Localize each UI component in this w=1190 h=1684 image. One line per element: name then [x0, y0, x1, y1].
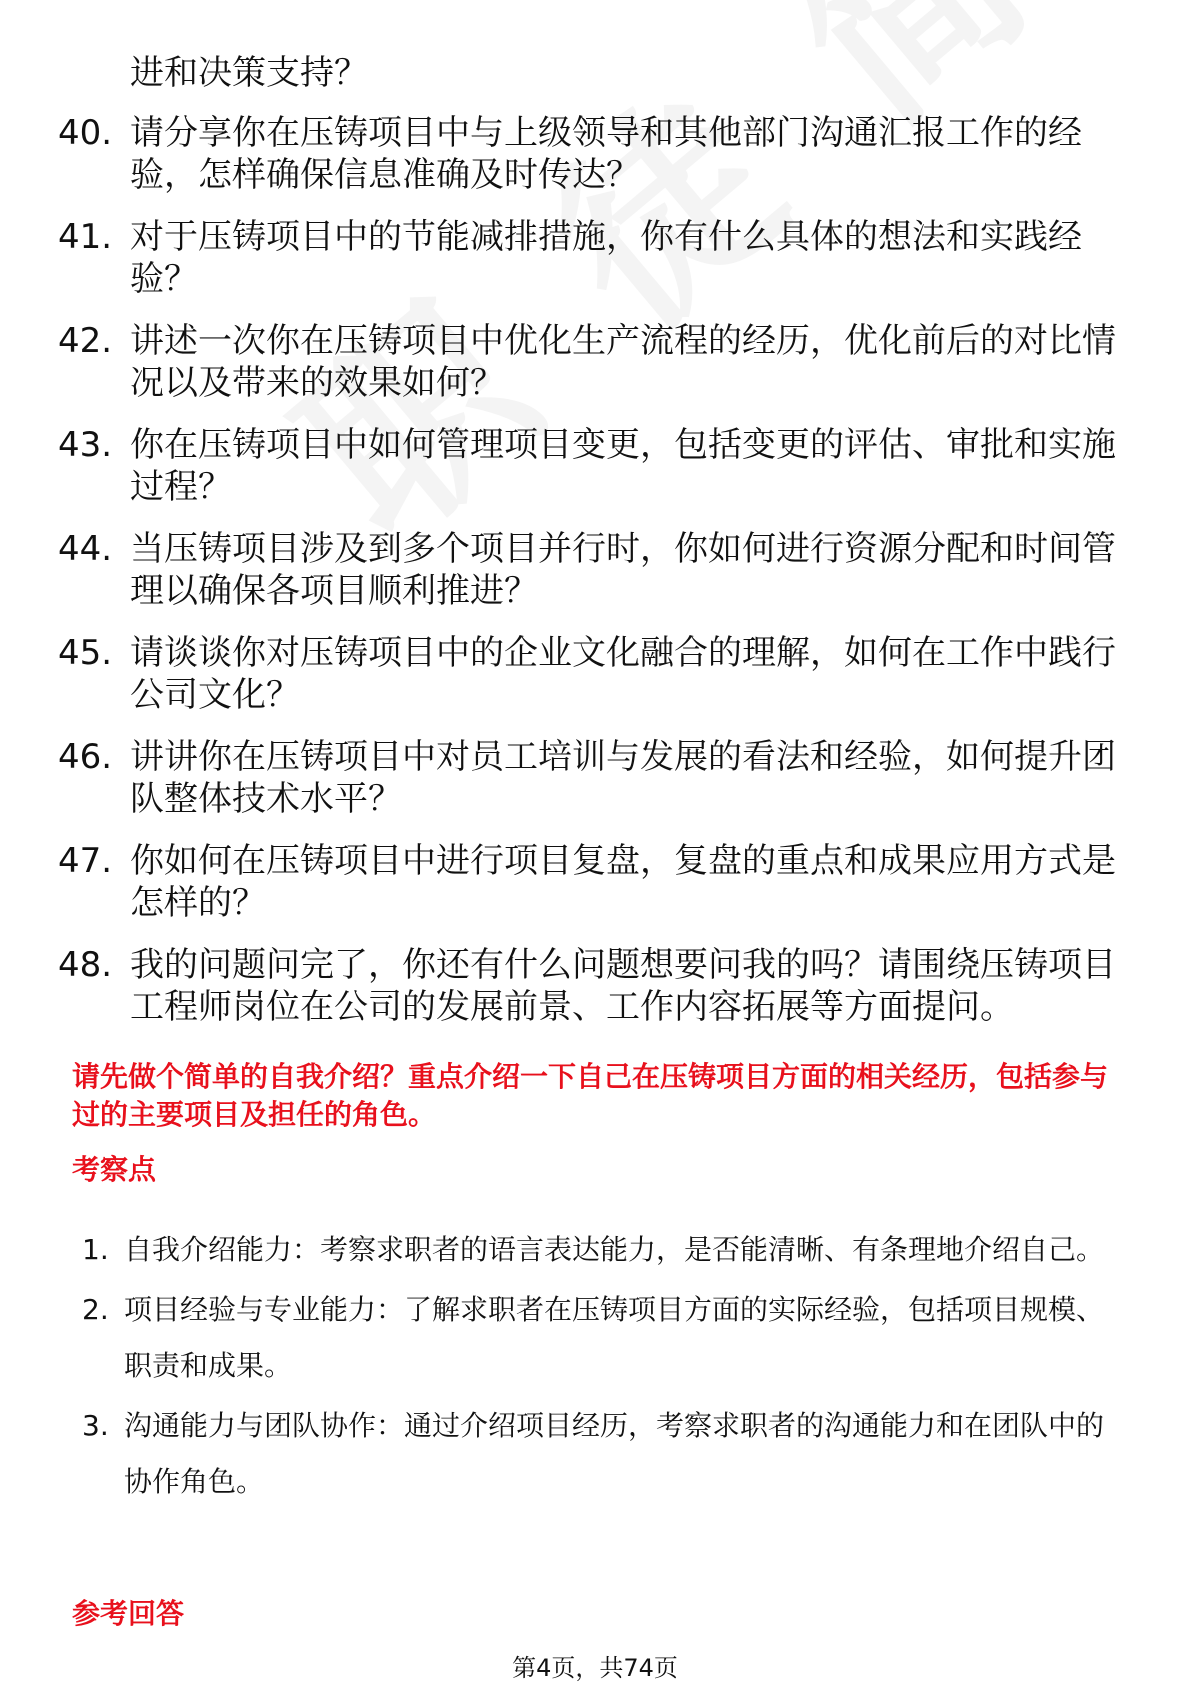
question-text: 讲述一次你在压铸项目中优化生产流程的经历，优化前后的对比情况以及带来的效果如何？: [130, 321, 1116, 403]
point-number: 1.: [82, 1233, 109, 1266]
page-footer: 第4页，共74页: [512, 1654, 678, 1682]
question-number: 45.: [58, 633, 113, 673]
point-number: 2.: [82, 1293, 109, 1326]
assessment-heading: 考察点: [72, 1153, 157, 1186]
list-item: [58, 320, 1138, 404]
continuation-text: 进和决策支持？: [130, 53, 368, 93]
list-item: [58, 424, 1138, 508]
question-text: 我的问题问完了，你还有什么问题想要问我的吗？请围绕压铸项目工程师岗位在公司的发展前景、工作内容拓展等方面提问。: [130, 945, 1116, 1027]
point-text: 项目经验与专业能力：了解求职者在压铸项目方面的实际经验，包括项目规模、职责和成果。: [124, 1293, 1105, 1382]
question-number: 46.: [58, 737, 113, 777]
question-text: 对于压铸项目中的节能减排措施，你有什么具体的想法和实践经验？: [130, 217, 1082, 299]
question-number: 48.: [58, 945, 113, 985]
question-number: 42.: [58, 321, 113, 361]
question-text: 你如何在压铸项目中进行项目复盘，复盘的重点和成果应用方式是怎样的？: [130, 841, 1116, 923]
list-item: [58, 944, 1138, 1028]
list-item: [58, 528, 1138, 612]
list-item: [82, 1222, 1122, 1278]
question-text: 请谈谈你对压铸项目中的企业文化融合的理解，如何在工作中践行公司文化？: [130, 633, 1116, 715]
question-number: 47.: [58, 841, 113, 881]
point-number: 3.: [82, 1409, 109, 1442]
question-list: [58, 112, 1138, 1048]
featured-question: 请先做个简单的自我介绍？重点介绍一下自己在压铸项目方面的相关经历，包括参与过的主要项目及担任的角色。: [72, 1060, 1109, 1131]
list-item: [58, 216, 1138, 300]
question-text: 讲讲你在压铸项目中对员工培训与发展的看法和经验，如何提升团队整体技术水平？: [130, 737, 1116, 819]
question-text: 请分享你在压铸项目中与上级领导和其他部门沟通汇报工作的经验，怎样确保信息准确及时传达？: [130, 113, 1082, 195]
question-number: 40.: [58, 113, 113, 153]
reference-heading: 参考回答: [72, 1597, 185, 1630]
assessment-points: [82, 1222, 1122, 1514]
question-text: 你在压铸项目中如何管理项目变更，包括变更的评估、审批和实施过程？: [130, 425, 1116, 507]
question-number: 41.: [58, 217, 113, 257]
list-item: [58, 840, 1138, 924]
point-text: 自我介绍能力：考察求职者的语言表达能力，是否能清晰、有条理地介绍自己。: [124, 1233, 1105, 1266]
question-number: 44.: [58, 529, 113, 569]
list-item: [58, 112, 1138, 196]
question-number: 43.: [58, 425, 113, 465]
list-item: [58, 632, 1138, 716]
list-item: [58, 736, 1138, 820]
point-text: 沟通能力与团队协作：通过介绍项目经历，考察求职者的沟通能力和在团队中的协作角色。: [124, 1409, 1105, 1498]
question-text: 当压铸项目涉及到多个项目并行时，你如何进行资源分配和时间管理以确保各项目顺利推进？: [130, 529, 1116, 611]
list-item: [82, 1282, 1122, 1394]
list-item: [82, 1398, 1122, 1510]
